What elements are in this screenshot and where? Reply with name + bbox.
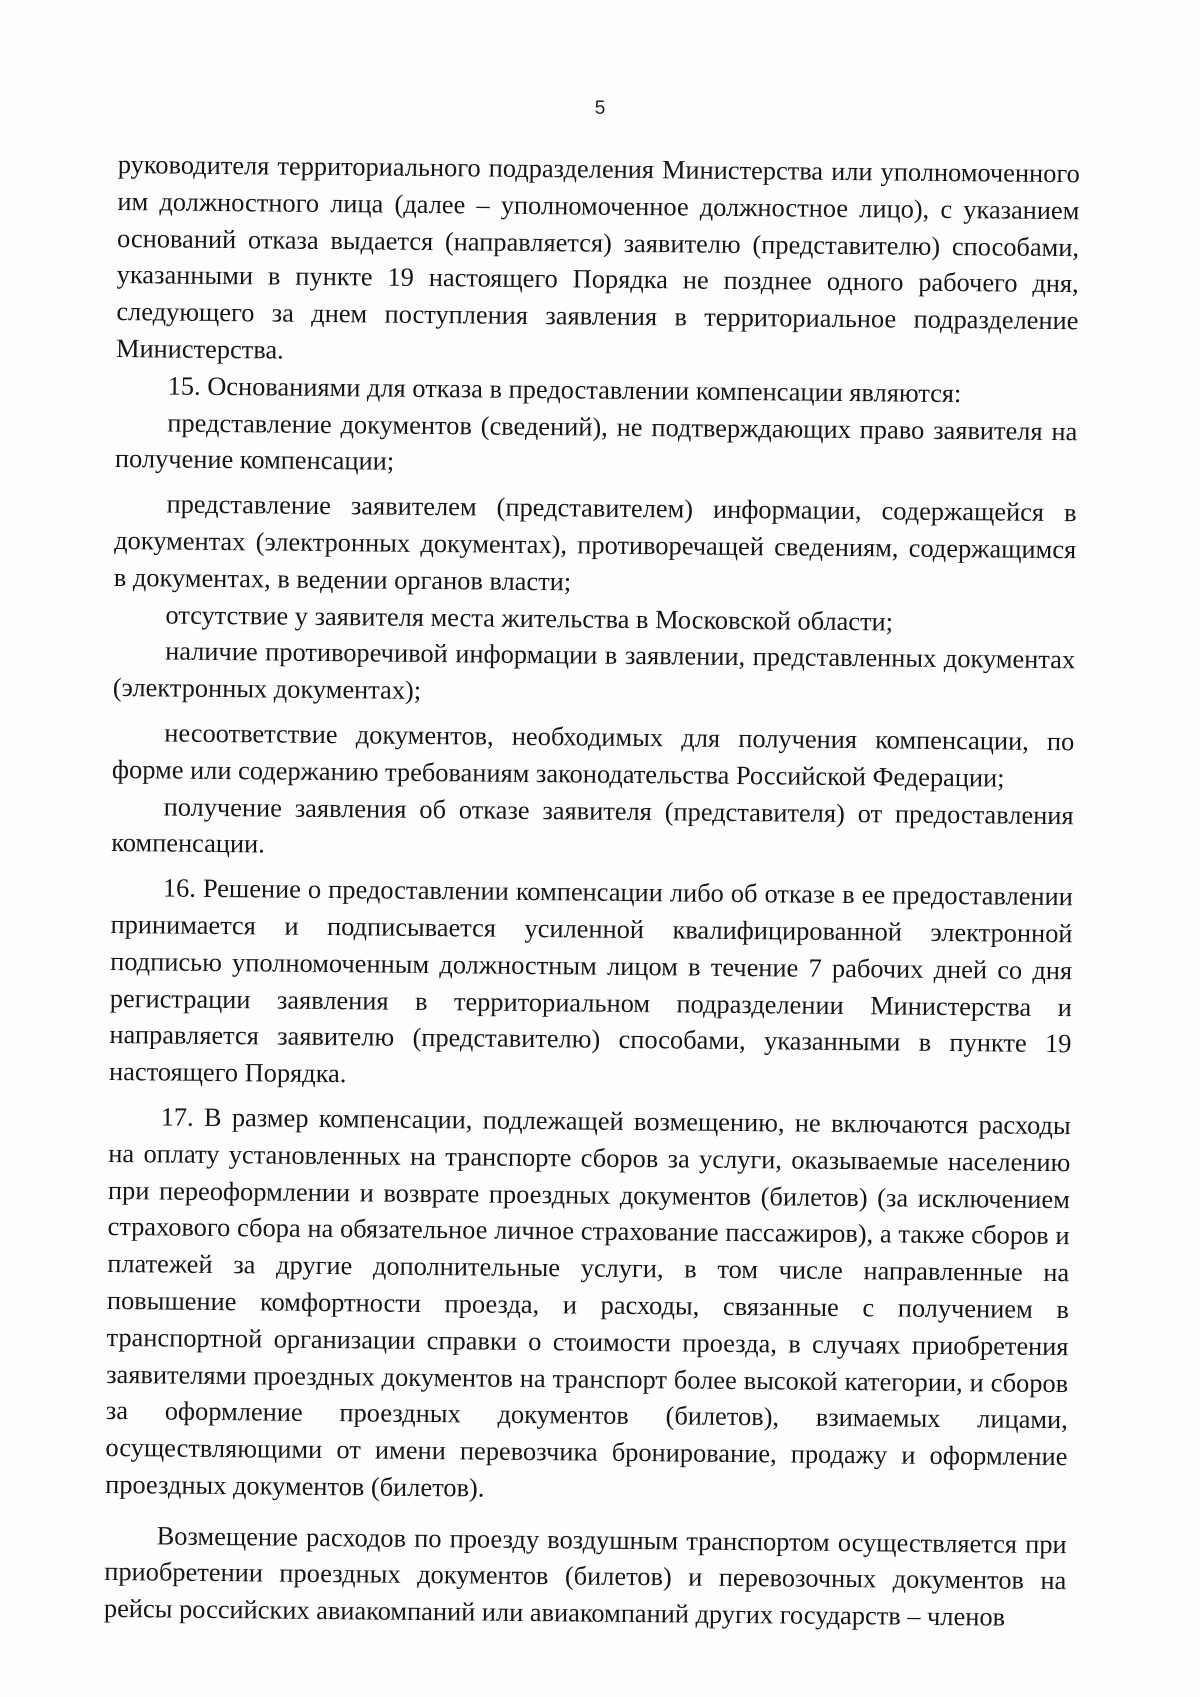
list-item-refusal-ground: представление заявителем (представителем) информации, содержащейся в документах (электронных документах), противоречащей сведениям, содержащимся в документах, в ведении органов власти; (113, 488, 1077, 597)
document-body (104, 146, 1080, 1636)
list-item-refusal-ground: отсутствие у заявителя места жительства в Московской области; (165, 599, 894, 637)
list-item-refusal-ground: наличие противоречивой информации в заявлении, представленных документах (электронных документах); (112, 635, 1076, 706)
paragraph-continuation: руководителя территориального подразделения Министерства или уполномоченного им должностного лица (далее – уполномоченное должностное лицо), с указанием оснований отказа выдается (направляется) заявителю (представителю) способами, указанными в пункте 19 настоящего Порядка не позднее одного рабочего дня, следующего за днем поступления заявления в территориальное подразделение Министерства. (115, 148, 1080, 365)
list-item-refusal-ground: представление документов (сведений), не подтверждающих право заявителя на получение компенсации; (114, 407, 1078, 477)
paragraph-clause-17: 17. В размер компенсации, подлежащей возмещению, не включаются расходы на оплату установленных на транспорте сборов за услуги, оказываемые населению при переоформлении и возврате проездных документов (билетов) (за исключением страхового сбора на обязательное личное страхование пассажиров), а также сборов и платежей за другие дополнительные услуги, в том числе направленные на повышение комфортности проезда, и расходы, связанные с получением в транспортной организации справки о стоимости проезда, в случаях приобретения заявителями проездных документов на транспорт более высокой категории, и сборов за оформление проездных документов (билетов), взимаемых лицами, осуществляющими от имени перевозчика бронирование, продажу и оформление проездных документов (билетов). (105, 1101, 1071, 1503)
paragraph-clause-15: 15. Основаниями для отказа в предоставлении компенсации являются: (167, 370, 962, 408)
paragraph-air-travel: Возмещение расходов по проезду воздушным транспортом осуществляется при приобретении проездных документов (билетов) и перевозочных документов на рейсы российских авиакомпаний или авиакомпаний других государств – членов (103, 1520, 1067, 1632)
list-item-refusal-ground: несоответствие документов, необходимых для получения компенсации, по форме или содержанию требованиям законодательства Российской Федерации; (111, 717, 1075, 793)
paragraph-clause-16: 16. Решение о предоставлении компенсации либо об отказе в ее предоставлении принимается и подписывается усиленной квалифицированной электронной подписью уполномоченным должностным лицом в течение 7 рабочих дней со дня регистрации заявления в территориальном подразделении Министерства и направляется заявителю (представителю) способами, указанными в пункте 19 настоящего Порядка. (108, 872, 1073, 1089)
page-number: 5 (594, 98, 606, 119)
list-item-refusal-ground: получение заявления об отказе заявителя (представителя) от предоставления компенсации. (111, 791, 1074, 859)
